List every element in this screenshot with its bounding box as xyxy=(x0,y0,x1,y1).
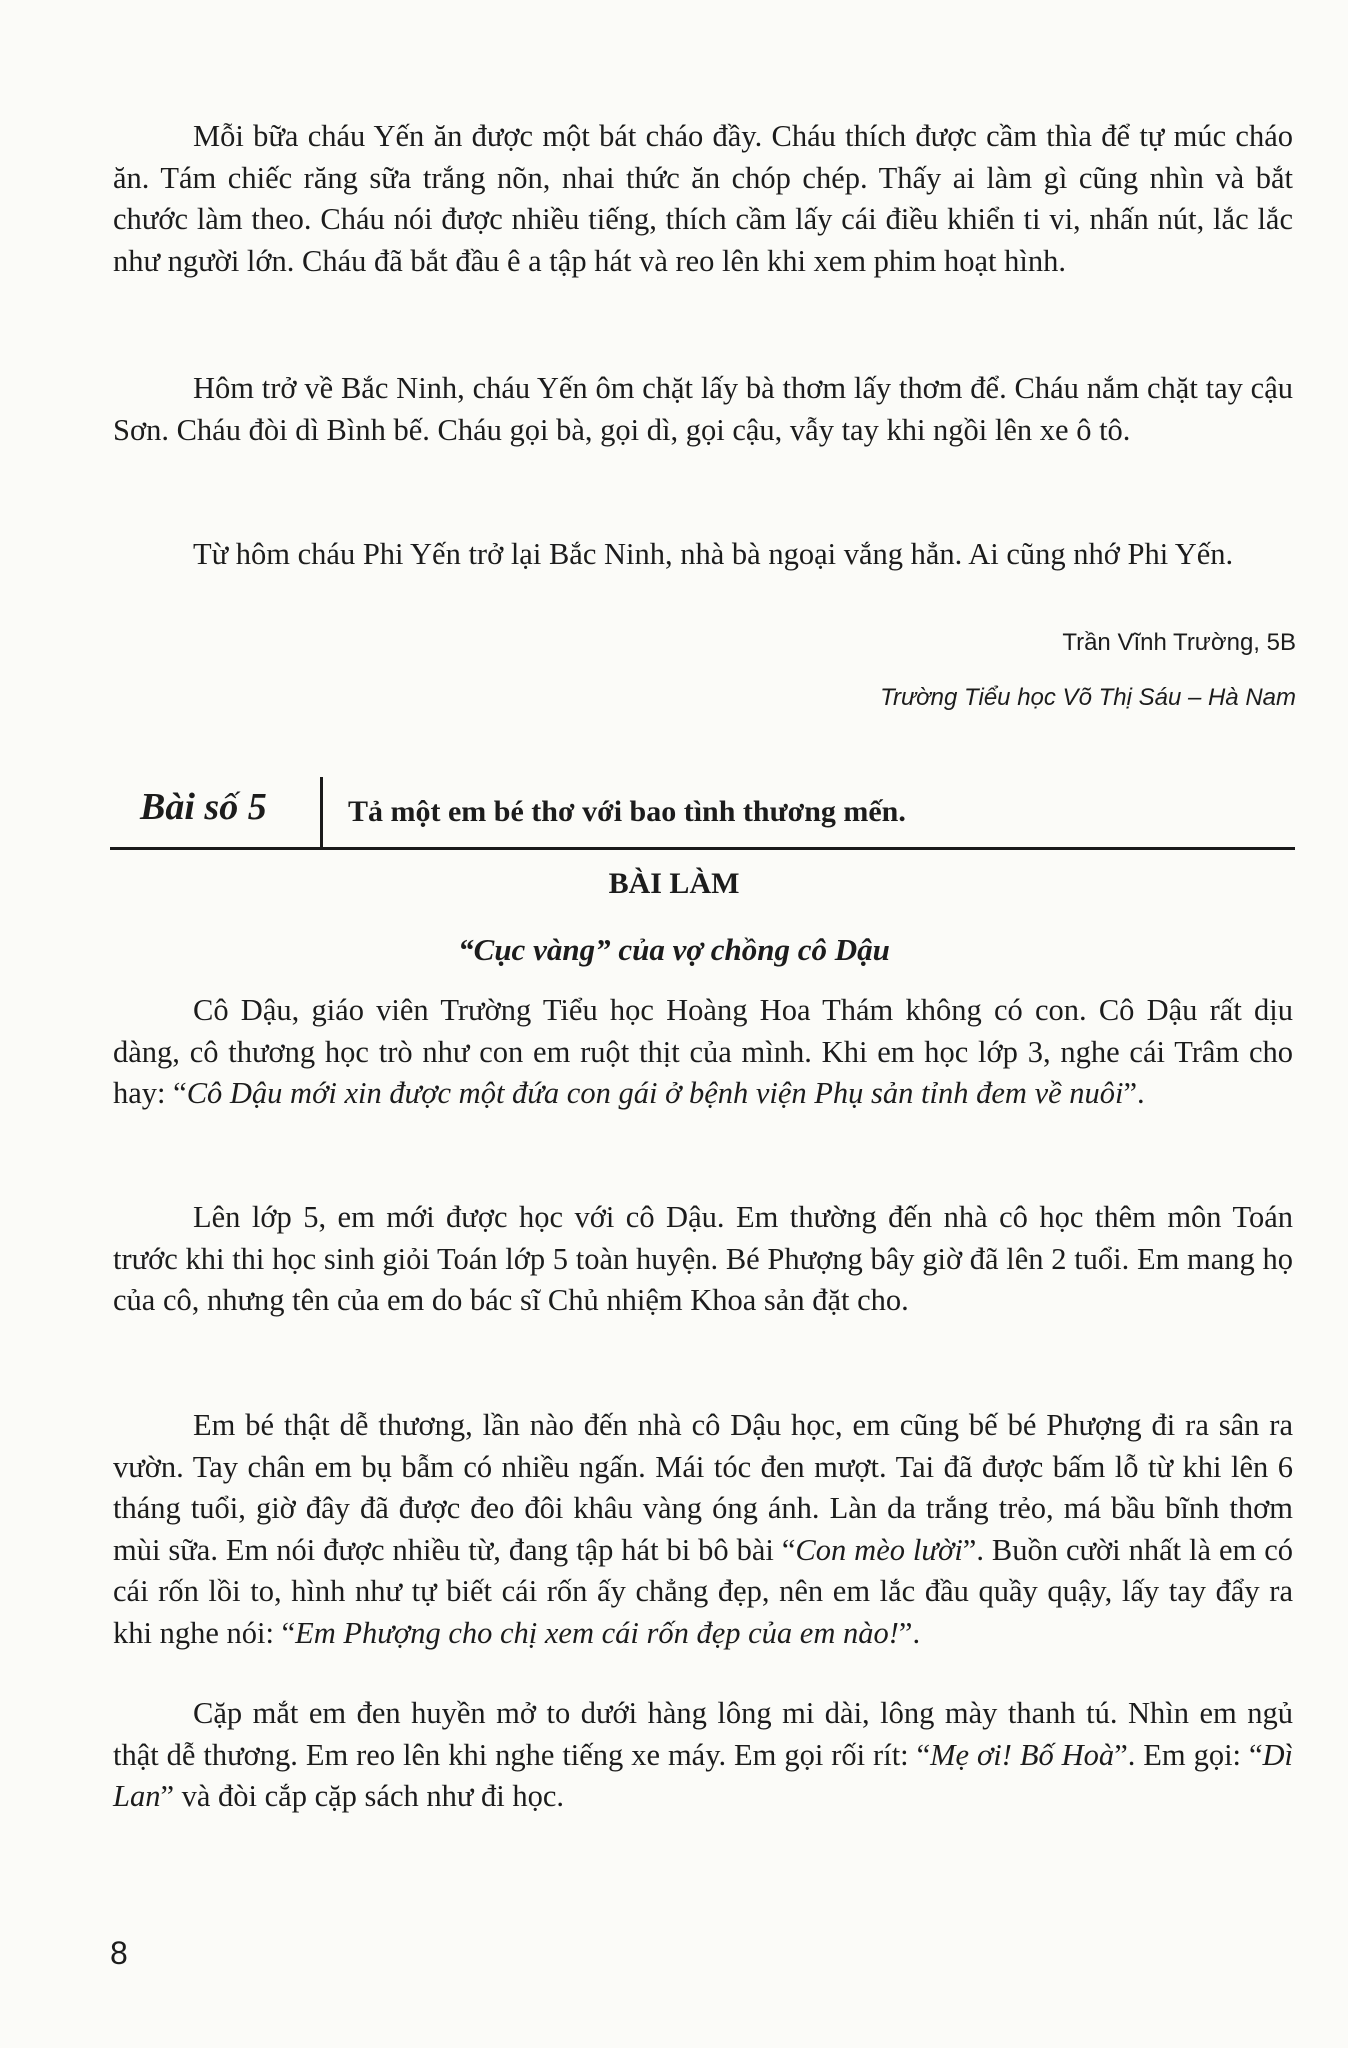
text-run: Cặp mắt em đen huyền mở to dưới hàng lông mi dài, lông mày thanh tú. Nhìn em ngủ thật dễ thương. Em reo lên khi nghe tiếng xe máy. Em gọi rối rít: “ xyxy=(113,1696,1293,1772)
page-number: 8 xyxy=(110,1935,128,1971)
quoted-speech: Cô Dậu mới xin được một đứa con gái ở bệnh viện Phụ sản tỉnh đem về nuôi xyxy=(186,1076,1124,1110)
quoted-speech: Em Phượng cho chị xem cái rốn đẹp của em nào! xyxy=(295,1615,899,1650)
paragraph-baby-eyes xyxy=(113,1693,1293,1818)
text-run: ”. Em gọi: “ xyxy=(1114,1737,1263,1772)
text-run: ”. xyxy=(898,1615,921,1650)
essay-title: “Cục vàng” của vợ chồng cô Dậu xyxy=(458,932,890,967)
text-run: ”. Buồn cười nhất là em có cái rốn lồi to, hình như tự biết cái rốn ấy chẳng đẹp, nên em lắc đầu quầy quậy, lấy tay đẩy ra khi nghe nói: “ xyxy=(113,1532,1293,1650)
paragraph-return-bac-ninh: Hôm trở về Bắc Ninh, cháu Yến ôm chặt lấy bà thơm lấy thơm để. Cháu nắm chặt tay cậu Sơn. Cháu đòi dì Bình bế. Cháu gọi bà, gọi dì, gọi cậu, vẫy tay khi ngồi lên xe ô tô. xyxy=(113,371,1293,447)
text-run: ”. xyxy=(1123,1076,1145,1110)
paragraph-missing-phi-yen: Từ hôm cháu Phi Yến trở lại Bắc Ninh, nhà bà ngoại vắng hẳn. Ai cũng nhớ Phi Yến. xyxy=(193,537,1234,571)
exercise-topic: Tả một em bé thơ với bao tình thương mến. xyxy=(348,795,906,828)
paragraph-co-dau xyxy=(113,990,1293,1115)
text-run: Cô Dậu, giáo viên Trường Tiểu học Hoàng Hoa Thám không có con. Cô Dậu rất dịu dàng, cô thương học trò như con em ruột thịt của mình. Khi em học lớp 3, nghe cái Trâm cho hay: “ xyxy=(113,993,1293,1110)
quoted-speech: Mẹ ơi! Bố Hoà xyxy=(930,1737,1115,1772)
paragraph-grade-5: Lên lớp 5, em mới được học với cô Dậu. Em thường đến nhà cô học thêm môn Toán trước khi thi học sinh giỏi Toán lớp 5 toàn huyện. Bé Phượng bây giờ đã lên 2 tuổi. Em mang họ của cô, nhưng tên của em do bác sĩ Chủ nhiệm Khoa sản đặt cho. xyxy=(113,1200,1293,1317)
text-run: Em bé thật dễ thương, lần nào đến nhà cô Dậu học, em cũng bế bé Phượng đi ra sân ra vườn. Tay chân em bụ bẫm có nhiều ngấn. Mái tóc đen mượt. Tai đã được bấm lỗ từ khi lên 6 tháng tuổi, giờ đây đã được đeo đôi khâu vàng óng ánh. Làn da trắng trẻo, má bầu bĩnh thơm mùi sữa. Em nói được nhiều từ, đang tập hát bi bô bài “ xyxy=(113,1408,1293,1567)
exercise-label: Bài số 5 xyxy=(140,786,267,828)
paragraph-feeding: Mỗi bữa cháu Yến ăn được một bát cháo đầy. Cháu thích được cầm thìa để tự múc cháo ăn. Tám chiếc răng sữa trắng nõn, nhai thức ăn chóp chép. Thấy ai làm gì cũng nhìn và bắt chước làm theo. Cháu nói được nhiều tiếng, thích cầm lấy cái điều khiển ti vi, nhấn nút, lắc lắc như người lớn. Cháu đã bắt đầu ê a tập hát và reo lên khi xem phim hoạt hình. xyxy=(113,119,1293,278)
song-title: Con mèo lười xyxy=(795,1532,963,1567)
paragraph-baby-description xyxy=(113,1405,1293,1654)
author-signature: Trần Vĩnh Trường, 5B xyxy=(1062,629,1296,656)
exercise-header xyxy=(110,777,1295,850)
essay-heading: BÀI LÀM xyxy=(608,867,740,900)
header-divider xyxy=(320,777,323,847)
school-signature: Trường Tiểu học Võ Thị Sáu – Hà Nam xyxy=(880,684,1296,711)
text-run: ” và đòi cắp cặp sách như đi học. xyxy=(160,1779,565,1813)
quoted-speech: Dì Lan xyxy=(113,1737,1293,1813)
